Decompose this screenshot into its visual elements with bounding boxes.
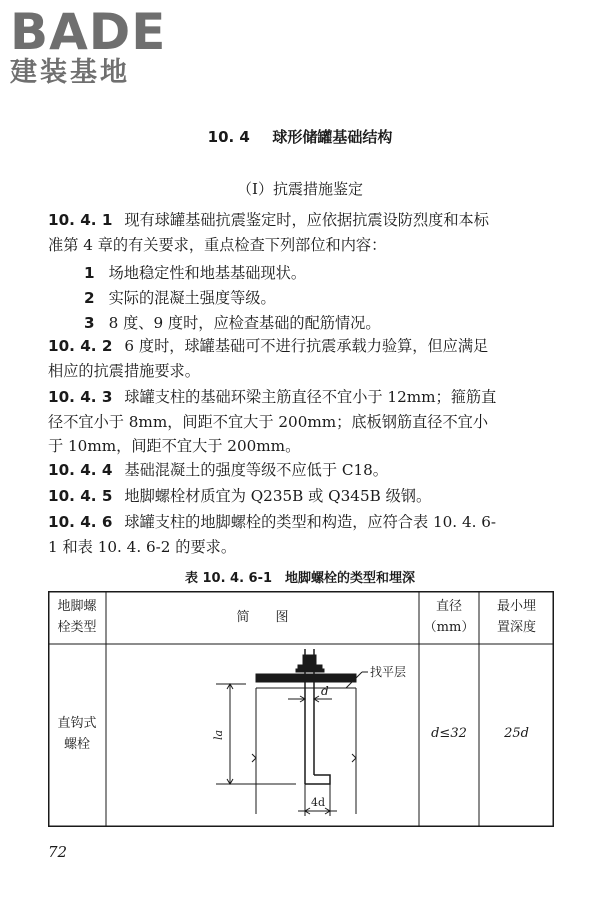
clause-line: 准第 4 章的有关要求，重点检查下列部位和内容： [48, 235, 387, 254]
clause-line: 现有球罐基础抗震鉴定时，应依据抗震设防烈度和本标 [124, 211, 489, 229]
label-d: d [321, 684, 329, 698]
hook-bolt-diagram [106, 644, 419, 827]
list-item [84, 287, 276, 308]
clause-10-4-4 [48, 458, 554, 483]
clause-10-4-6 [48, 510, 554, 559]
clause-number: 10. 4. 4 [48, 461, 113, 479]
clause-line: 于 10mm，间距不宜大于 200mm。 [48, 437, 301, 455]
item-text: 场地稳定性和地基基础现状。 [108, 264, 307, 282]
header-diameter-line: 直径 [435, 599, 462, 614]
clause-10-4-3 [48, 385, 554, 459]
clause-10-4-5 [48, 484, 554, 509]
label-4d: 4d [311, 796, 326, 809]
label-leveling: 找平层 [370, 665, 407, 679]
table-caption: 表 10. 4. 6-1 地脚螺栓的类型和埋深 [184, 571, 416, 586]
logo [10, 3, 167, 88]
header-type-line: 地脚螺 [57, 599, 97, 614]
header-diagram: 简 图 [236, 610, 289, 625]
row-type-line: 直钩式 [57, 716, 97, 731]
item-number: 3 [84, 314, 95, 332]
header-depth-line: 置深度 [496, 620, 536, 635]
logo-sub-text: 建装基地 [10, 57, 130, 88]
section-title [0, 126, 600, 147]
break-mark [352, 754, 356, 762]
clause-10-4-1 [48, 208, 554, 257]
logo-main-text: BADE [10, 3, 167, 61]
item-number: 1 [84, 264, 95, 282]
header-type-line: 栓类型 [57, 620, 97, 635]
subsection-title: （Ⅰ）抗震措施鉴定 [237, 180, 363, 198]
row-type [48, 713, 106, 755]
clause-number: 10. 4. 6 [48, 513, 113, 531]
washer-shape [296, 669, 324, 672]
clause-line: 球罐支柱的基础环梁主筋直径不宜小于 12mm；箍筋直 [124, 388, 497, 406]
clause-line: 基础混凝土的强度等级不应低于 C18。 [124, 461, 388, 479]
clause-line: 球罐支柱的地脚螺栓的类型和构造，应符合表 10. 4. 6- [124, 513, 497, 531]
base-plate-shape [256, 674, 356, 682]
item-text: 8 度、9 度时，应检查基础的配筋情况。 [108, 314, 381, 332]
section-title-text: 球形储罐基础结构 [272, 128, 393, 146]
clause-number: 10. 4. 2 [48, 337, 113, 355]
clause-line: 地脚螺栓材质宜为 Q235B 或 Q345B 级钢。 [124, 487, 432, 505]
clause-line: 6 度时，球罐基础可不进行抗震承载力验算，但应满足 [124, 337, 489, 355]
clause-number: 10. 4. 5 [48, 487, 113, 505]
header-type [48, 596, 106, 638]
row-type-line: 螺栓 [63, 737, 90, 752]
list-item [84, 262, 306, 283]
header-depth [479, 596, 554, 638]
break-mark [252, 754, 256, 762]
washer-shape [298, 665, 322, 669]
clause-line: 相应的抗震措施要求。 [48, 361, 200, 380]
item-number: 2 [84, 289, 95, 307]
clause-line: 1 和表 10. 4. 6-2 的要求。 [48, 537, 237, 556]
section-number: 10. 4 [207, 128, 250, 146]
row-depth: 25d [504, 726, 529, 741]
page-number: 72 [48, 843, 68, 861]
header-diameter-line: （mm） [423, 620, 475, 635]
clause-number: 10. 4. 3 [48, 388, 113, 406]
header-diameter [419, 596, 479, 638]
bolt-hook [305, 775, 330, 784]
label-la: la [212, 729, 225, 740]
list-item [84, 312, 381, 333]
header-depth-line: 最小埋 [496, 599, 536, 614]
clause-number: 10. 4. 1 [48, 211, 113, 229]
clause-10-4-2 [48, 334, 554, 383]
item-text: 实际的混凝土强度等级。 [108, 289, 276, 307]
clause-line: 径不宜小于 8mm，间距不宜大于 200mm；底板钢筋直径不宜小 [48, 412, 489, 431]
row-diameter: d≤32 [431, 726, 467, 741]
anchor-bolt-table [48, 591, 554, 827]
